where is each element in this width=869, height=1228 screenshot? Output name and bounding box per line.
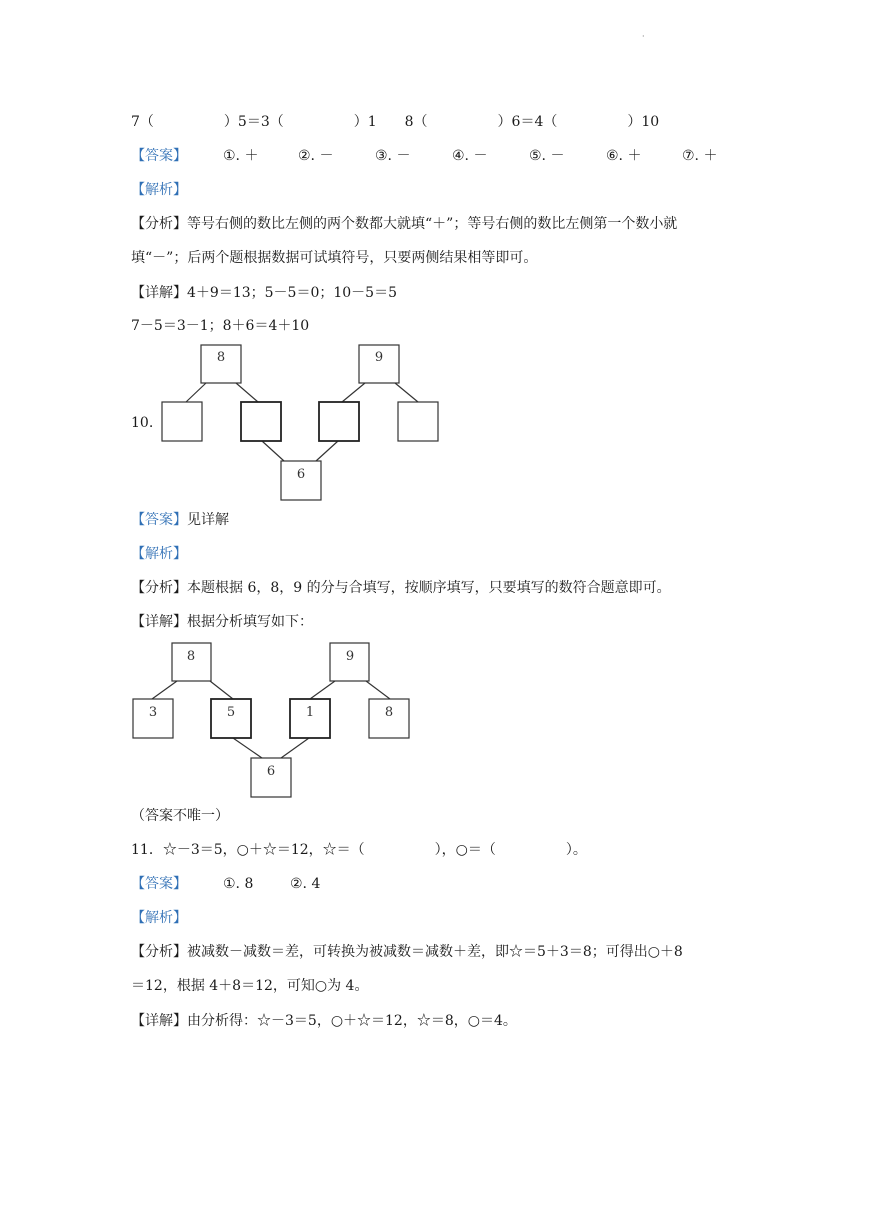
q9-answer-6: ⑥. ＋ xyxy=(606,148,642,164)
q10-note: （答案不唯一） xyxy=(131,808,229,824)
page-dot-mark: · xyxy=(642,32,645,41)
q10-number: 10. xyxy=(131,415,154,431)
q11-fenxi xyxy=(131,942,683,962)
q10-filled-top-right: 9 xyxy=(345,649,355,664)
q10-xiangjie-tag: 【详解】 xyxy=(131,614,187,630)
q9-answer-3: ③. － xyxy=(375,148,411,164)
q9-answer-1: ①. ＋ xyxy=(223,148,259,164)
q9-jiexi-tag: 【解析】 xyxy=(131,182,187,198)
q11-jiexi-tag: 【解析】 xyxy=(131,910,187,926)
q11-question: 11．☆－3＝5，○＋☆＝12，☆＝（ ），○＝（ ）。 xyxy=(131,842,587,858)
q10-filled-b2: 5 xyxy=(226,705,236,720)
q10-answer-text: 见详解 xyxy=(187,512,229,528)
q11-answer-1: ①. 8 xyxy=(223,876,254,892)
q9-fill-line: 7（ ）5＝3（ ）1 8（ ）6＝4（ ）10 xyxy=(131,114,660,130)
q9-fenxi-line-1: 等号右侧的数比左侧的两个数都大就填“＋”；等号右侧的数比左侧第一个数小就 xyxy=(187,216,678,232)
q10-fenxi-tag: 【分析】 xyxy=(131,580,187,596)
q10-top-right-value: 9 xyxy=(374,350,384,365)
q11-xiangjie-tag: 【详解】 xyxy=(131,1013,187,1029)
q9-answer-2: ②. － xyxy=(298,148,334,164)
q10-answer-tag: 【答案】 xyxy=(131,512,187,528)
q10-top-left-value: 8 xyxy=(216,350,226,365)
q10-filled-b4: 8 xyxy=(384,705,394,720)
q10-bottom-value: 6 xyxy=(296,467,306,482)
q9-fenxi-line-2: 填“－”；后两个题根据数据可试填符号，只要两侧结果相等即可。 xyxy=(131,250,538,266)
q11-answer-tag: 【答案】 xyxy=(131,876,187,892)
q9-xiangjie-line-1: 4＋9＝13；5－5＝0；10－5＝5 xyxy=(187,285,397,301)
q10-filled-top-left: 8 xyxy=(186,649,196,664)
q11-fenxi-tag: 【分析】 xyxy=(131,944,187,960)
q9-answer-tag: 【答案】 xyxy=(131,148,187,164)
q9-answer-7: ⑦. ＋ xyxy=(682,148,718,164)
q9-answer-4: ④. － xyxy=(452,148,488,164)
q10-filled-bottom: 6 xyxy=(266,764,276,779)
q9-xiangjie-line-2: 7－5＝3－1；8＋6＝4＋10 xyxy=(131,318,310,334)
q10-fenxi-text: 本题根据 6，8，9 的分与合填写，按顺序填写，只要填写的数符合题意即可。 xyxy=(187,580,671,596)
q10-filled-b3: 1 xyxy=(305,705,315,720)
q10-jiexi-tag: 【解析】 xyxy=(131,546,187,562)
q11-xiangjie xyxy=(131,1011,517,1031)
q9-xiangjie-tag: 【详解】 xyxy=(131,285,187,301)
q9-answer-5: ⑤. － xyxy=(529,148,565,164)
q11-fenxi-line-1: 被减数－减数＝差，可转换为被减数＝减数＋差，即☆＝5＋3＝8；可得出○＋8 xyxy=(187,944,683,960)
q11-answer-2: ②. 4 xyxy=(290,876,321,892)
q10-xiangjie-text: 根据分析填写如下： xyxy=(187,614,313,630)
q11-xiangjie-text: 由分析得：☆－3＝5，○＋☆＝12，☆＝8，○＝4。 xyxy=(187,1013,517,1029)
q10-filled-b1: 3 xyxy=(148,705,158,720)
q11-fenxi-line-2: ＝12，根据 4＋8＝12，可知○为 4。 xyxy=(131,978,369,994)
q9-fenxi-tag: 【分析】 xyxy=(131,216,187,232)
